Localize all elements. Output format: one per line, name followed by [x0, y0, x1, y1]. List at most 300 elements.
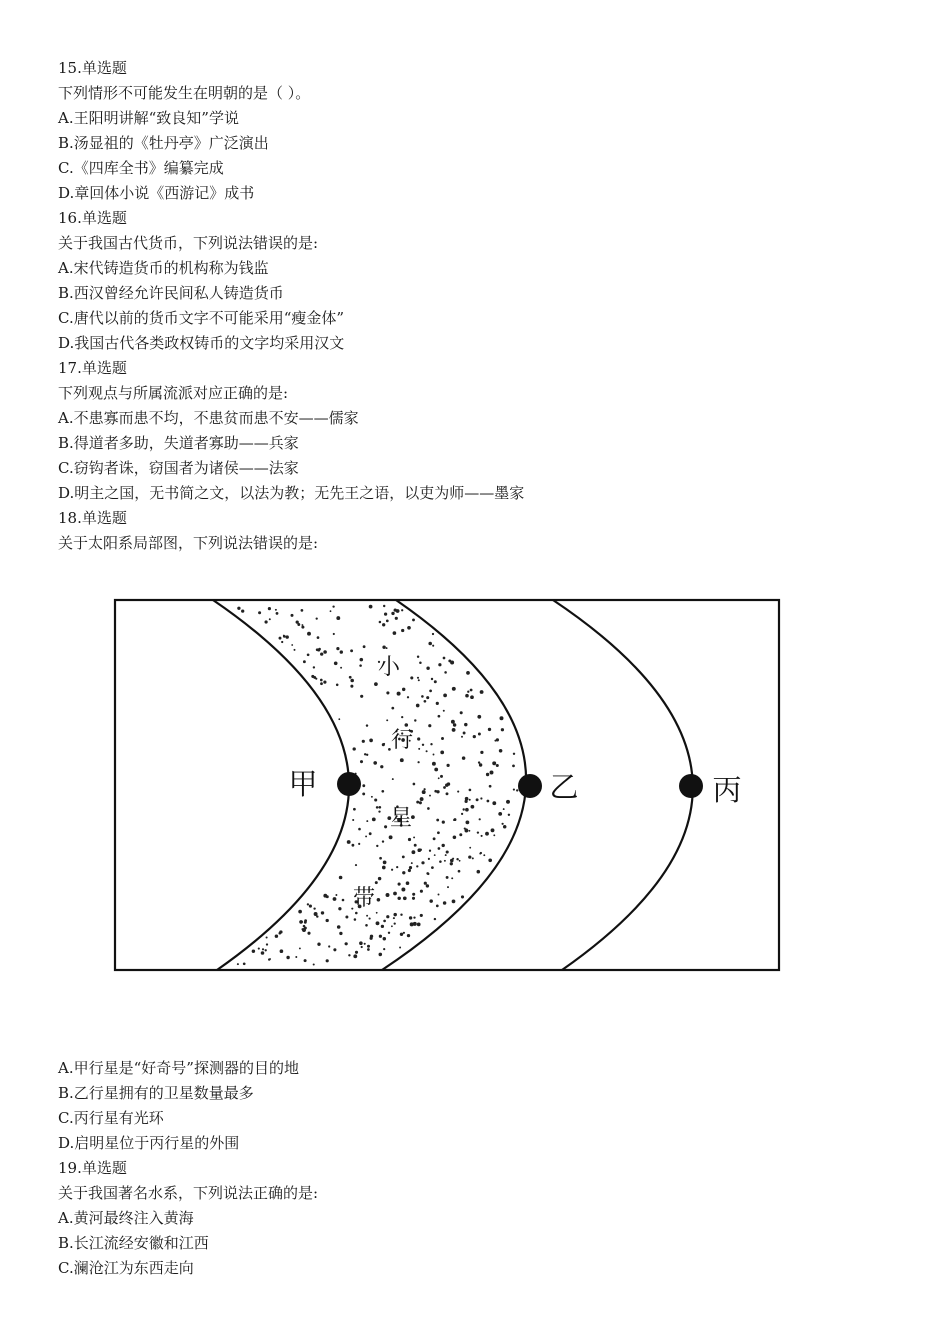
asteroid-dot — [386, 719, 388, 721]
asteroid-dot — [466, 821, 470, 825]
asteroid-dot — [400, 933, 403, 936]
belt-char-3: 星 — [389, 806, 413, 831]
asteroid-dot — [503, 808, 505, 810]
asteroid-dot — [450, 862, 453, 865]
label-yi: 乙 — [549, 770, 579, 804]
asteroid-dot — [279, 637, 282, 640]
asteroid-dot — [426, 872, 429, 875]
asteroid-dot — [365, 835, 367, 837]
asteroid-dot — [459, 860, 461, 862]
asteroid-dot — [461, 736, 463, 738]
asteroid-dot — [316, 617, 318, 619]
asteroid-dot — [478, 733, 481, 736]
asteroid-dot — [332, 605, 334, 607]
asteroid-dot — [424, 882, 427, 885]
asteroid-dot — [461, 813, 463, 815]
belt-char-4: 带 — [352, 886, 376, 911]
asteroid-dot — [472, 857, 474, 859]
asteroid-dot — [408, 869, 411, 872]
asteroid-dot — [386, 620, 389, 623]
asteroid-dot — [339, 932, 342, 935]
asteroid-dot — [377, 898, 381, 902]
asteroid-dot — [386, 647, 388, 649]
asteroid-dot — [446, 876, 449, 879]
asteroid-dot — [506, 800, 510, 804]
asteroid-dot — [391, 925, 393, 927]
asteroid-dot — [342, 899, 345, 902]
asteroid-dot — [407, 626, 411, 630]
option-b: B.西汉曾经允许民间私人铸造货币 — [58, 284, 284, 302]
asteroid-dot — [362, 740, 365, 743]
asteroid-dot — [413, 836, 415, 838]
asteroid-dot — [291, 614, 294, 617]
asteroid-dot — [413, 916, 415, 918]
asteroid-dot — [386, 915, 389, 918]
asteroid-dot — [427, 697, 430, 700]
asteroid-dot — [438, 894, 440, 896]
asteroid-dot — [479, 818, 481, 820]
asteroid-dot — [401, 629, 404, 632]
asteroid-dot — [317, 943, 320, 946]
asteroid-dot — [438, 715, 441, 718]
asteroid-dot — [434, 854, 436, 856]
asteroid-dot — [364, 943, 366, 945]
asteroid-dot — [465, 694, 469, 698]
asteroid-dot — [422, 790, 426, 794]
asteroid-dot — [358, 843, 360, 845]
asteroid-dot — [463, 808, 465, 810]
asteroid-dot — [438, 777, 440, 779]
asteroid-dot — [369, 832, 372, 835]
asteroid-dot — [412, 897, 415, 900]
asteroid-dot — [345, 942, 348, 945]
asteroid-dot — [330, 610, 332, 612]
asteroid-dot — [420, 890, 423, 893]
asteroid-dot — [252, 949, 255, 952]
asteroid-dot — [437, 831, 440, 834]
asteroid-dot — [340, 650, 343, 653]
asteroid-dot — [391, 869, 393, 871]
asteroid-dot — [370, 935, 373, 938]
asteroid-dot — [458, 870, 461, 873]
asteroid-dot — [480, 690, 484, 694]
asteroid-dot — [335, 894, 337, 896]
asteroid-dot — [307, 932, 310, 935]
question-header: 16.单选题 — [58, 209, 127, 227]
asteroid-dot — [432, 633, 434, 635]
asteroid-dot — [480, 751, 483, 754]
asteroid-dot — [421, 695, 424, 698]
asteroid-dot — [416, 865, 418, 867]
asteroid-dot — [266, 936, 268, 938]
asteroid-dot — [513, 753, 515, 755]
asteroid-dot — [355, 864, 357, 866]
asteroid-dot — [376, 845, 378, 847]
asteroid-dot — [367, 945, 370, 948]
asteroid-dot — [468, 830, 470, 832]
asteroid-dot — [443, 786, 446, 789]
asteroid-dot — [353, 808, 356, 811]
asteroid-dot — [447, 886, 449, 888]
asteroid-dot — [431, 678, 433, 680]
asteroid-dot — [354, 918, 357, 921]
asteroid-dot — [397, 897, 400, 900]
asteroid-dot — [434, 918, 436, 920]
asteroid-dot — [265, 620, 268, 623]
option-c: C.丙行星有光环 — [58, 1109, 164, 1127]
asteroid-dot — [266, 943, 268, 945]
asteroid-dot — [338, 907, 341, 910]
asteroid-dot — [477, 870, 481, 874]
asteroid-dot — [381, 925, 384, 928]
option-b: B.长江流经安徽和江西 — [58, 1234, 209, 1252]
asteroid-dot — [401, 888, 405, 892]
asteroid-dot — [446, 792, 449, 795]
asteroid-dot — [426, 884, 429, 887]
asteroid-dot — [490, 771, 494, 775]
asteroid-dot — [382, 645, 385, 648]
asteroid-dot — [453, 819, 455, 821]
asteroid-dot — [457, 791, 459, 793]
asteroid-dot — [413, 783, 416, 786]
asteroid-dot — [440, 775, 443, 778]
asteroid-dot — [313, 666, 315, 668]
asteroid-dot — [433, 754, 435, 756]
asteroid-dot — [451, 720, 455, 724]
asteroid-dot — [446, 850, 449, 853]
asteroid-dot — [336, 616, 340, 620]
asteroid-dot — [501, 823, 503, 825]
asteroid-dot — [380, 765, 383, 768]
orbit-yi — [382, 600, 526, 970]
asteroid-dot — [469, 799, 471, 801]
asteroid-dot — [409, 866, 412, 869]
asteroid-dot — [333, 633, 335, 635]
asteroid-dot — [402, 855, 405, 858]
option-c: C.唐代以前的货币文字不可能采用“瘦金体” — [58, 309, 345, 327]
asteroid-dot — [487, 800, 490, 803]
label-jia: 甲 — [288, 767, 318, 801]
asteroid-dot — [397, 692, 401, 696]
solar-system-diagram — [113, 598, 781, 974]
asteroid-dot — [383, 937, 386, 940]
asteroid-dot — [261, 951, 265, 955]
asteroid-dot — [429, 899, 432, 902]
asteroid-dot — [420, 797, 424, 801]
asteroid-dot — [376, 921, 380, 925]
asteroid-dot — [488, 858, 492, 862]
asteroid-dot — [419, 848, 422, 851]
asteroid-dot — [492, 761, 496, 765]
asteroid-dot — [304, 927, 307, 930]
question-stem: 关于我国著名水系，下列说法正确的是: — [58, 1184, 319, 1202]
asteroid-dot — [388, 932, 390, 934]
asteroid-dot — [426, 666, 429, 669]
asteroid-dot — [432, 645, 434, 647]
asteroid-dot — [419, 801, 422, 804]
asteroid-dot — [434, 790, 437, 793]
asteroid-dot — [433, 837, 436, 840]
asteroid-dot — [418, 679, 420, 681]
asteroid-dot — [445, 854, 447, 856]
asteroid-dot — [431, 866, 434, 869]
asteroid-dot — [499, 749, 503, 753]
option-d: D.我国古代各类政权铸币的文字均采用汉文 — [58, 334, 345, 352]
asteroid-dot — [294, 649, 296, 651]
asteroid-dot — [328, 945, 330, 947]
asteroid-dot — [498, 812, 502, 816]
asteroid-dot — [378, 810, 380, 812]
asteroid-dot — [466, 671, 470, 675]
asteroid-dot — [410, 676, 413, 679]
asteroid-dot — [362, 792, 365, 795]
asteroid-dot — [372, 817, 376, 821]
asteroid-dot — [350, 685, 353, 688]
asteroid-dot — [375, 881, 378, 884]
asteroid-dot — [299, 947, 301, 949]
question-stem: 关于太阳系局部图，下列说法错误的是: — [58, 534, 319, 552]
asteroid-dot — [355, 912, 358, 915]
asteroid-dot — [371, 796, 373, 798]
asteroid-dot — [338, 718, 340, 720]
asteroid-dot — [429, 850, 431, 852]
asteroid-dot — [471, 805, 475, 809]
asteroid-dot — [469, 847, 471, 849]
asteroid-dot — [501, 728, 504, 731]
asteroid-dot — [452, 728, 456, 732]
asteroid-dot — [237, 607, 240, 610]
asteroid-dot — [450, 661, 454, 665]
asteroid-dot — [436, 819, 439, 822]
label-bing: 丙 — [712, 773, 742, 807]
asteroid-dot — [428, 858, 430, 860]
asteroid-dot — [416, 704, 420, 708]
asteroid-dot — [438, 663, 441, 666]
asteroid-dot — [386, 691, 389, 694]
asteroid-dot — [402, 688, 405, 691]
asteroid-dot — [426, 750, 428, 752]
asteroid-dot — [281, 641, 283, 643]
asteroid-dot — [403, 896, 407, 900]
asteroid-dot — [304, 921, 307, 924]
asteroid-dot — [439, 860, 442, 863]
asteroid-dot — [441, 737, 444, 740]
asteroid-dot — [440, 751, 444, 755]
asteroid-dot — [442, 821, 445, 824]
asteroid-dot — [323, 894, 327, 898]
asteroid-dot — [307, 653, 310, 656]
asteroid-dot — [493, 834, 495, 836]
asteroid-dot — [237, 963, 239, 965]
asteroid-dot — [360, 760, 363, 763]
asteroid-dot — [476, 798, 479, 801]
asteroid-dot — [376, 806, 379, 809]
asteroid-dot — [414, 719, 416, 721]
asteroid-dot — [352, 844, 355, 847]
option-d: D.明主之国，无书简之文，以法为教；无先王之语，以吏为师——墨家 — [58, 484, 525, 502]
asteroid-dot — [386, 893, 390, 897]
asteroid-dot — [347, 840, 351, 844]
asteroid-dot — [317, 636, 320, 639]
asteroid-dot — [429, 795, 431, 797]
asteroid-dot — [304, 959, 307, 962]
asteroid-dot — [360, 658, 364, 662]
asteroid-dot — [444, 671, 447, 674]
asteroid-dot — [434, 680, 437, 683]
asteroid-dot — [262, 948, 264, 950]
asteroid-dot — [355, 951, 358, 954]
asteroid-dot — [470, 689, 473, 692]
asteroid-dot — [410, 922, 414, 926]
asteroid-dot — [394, 922, 396, 924]
option-c: C.澜沧江为东西走向 — [58, 1259, 194, 1277]
option-d: D.章回体小说《西游记》成书 — [58, 184, 255, 202]
asteroid-dot — [280, 949, 284, 953]
asteroid-dot — [443, 710, 445, 712]
asteroid-dot — [350, 679, 354, 683]
asteroid-dot — [268, 958, 270, 960]
asteroid-dot — [500, 716, 504, 720]
asteroid-dot — [276, 612, 279, 615]
asteroid-dot — [307, 632, 311, 636]
asteroid-dot — [396, 866, 398, 868]
asteroid-dot — [326, 919, 329, 922]
asteroid-dot — [463, 732, 466, 735]
asteroid-dot — [369, 605, 373, 609]
asteroid-dot — [464, 828, 466, 830]
planet-bing — [679, 774, 703, 798]
asteroid-dot — [412, 893, 415, 896]
question-stem: 关于我国古代货币，下列说法错误的是: — [58, 234, 319, 252]
asteroid-dot — [477, 831, 479, 833]
asteroid-dot — [419, 662, 422, 665]
asteroid-dot — [477, 715, 481, 719]
asteroid-dot — [275, 609, 277, 611]
asteroid-dot — [461, 895, 464, 898]
asteroid-dot — [336, 684, 339, 687]
question-block-top — [58, 56, 918, 556]
planet-yi — [518, 774, 542, 798]
option-c: C.窃钩者诛，窃国者为诸侯——法家 — [58, 459, 299, 477]
asteroid-dot — [480, 852, 482, 854]
asteroid-dot — [418, 748, 420, 750]
asteroid-dot — [258, 611, 261, 614]
asteroid-dot — [393, 631, 397, 635]
asteroid-dot — [275, 934, 278, 937]
option-b: B.得道者多助，失道者寡助——兵家 — [58, 434, 299, 452]
asteroid-dot — [465, 797, 469, 801]
option-b: B.乙行星拥有的卫星数量最多 — [58, 1084, 254, 1102]
asteroid-dot — [417, 761, 419, 763]
orbit-jia — [213, 600, 349, 970]
asteroid-dot — [427, 807, 430, 810]
asteroid-dot — [489, 785, 492, 788]
asteroid-dot — [464, 723, 467, 726]
asteroid-dot — [286, 635, 289, 638]
asteroid-dot — [382, 623, 385, 626]
asteroid-dot — [379, 857, 382, 860]
belt-char-1: 小 — [377, 655, 401, 680]
asteroid-dot — [391, 612, 394, 615]
asteroid-dot — [383, 861, 387, 865]
asteroid-dot — [339, 876, 343, 880]
asteroid-dot — [453, 836, 457, 840]
asteroid-dot — [423, 788, 425, 790]
belt-char-2: 行 — [390, 728, 414, 753]
asteroid-dot — [369, 739, 373, 743]
asteroid-dot — [438, 847, 441, 850]
asteroid-dot — [512, 765, 515, 768]
asteroid-dot — [402, 871, 405, 874]
asteroid-dot — [442, 844, 445, 847]
asteroid-dot — [460, 711, 463, 714]
option-b: B.汤显祖的《牡丹亭》广泛演出 — [58, 134, 269, 152]
asteroid-dot — [400, 913, 402, 915]
asteroid-dot — [376, 912, 378, 914]
asteroid-dot — [503, 825, 507, 829]
asteroid-dot — [436, 905, 439, 908]
asteroid-dot — [366, 915, 368, 917]
asteroid-dot — [406, 881, 410, 885]
asteroid-dot — [373, 761, 377, 765]
asteroid-dot — [407, 934, 410, 937]
asteroid-dot — [365, 924, 368, 927]
asteroid-dot — [313, 963, 315, 965]
asteroid-dot — [359, 941, 363, 945]
asteroid-dot — [334, 661, 338, 665]
asteroid-dot — [485, 832, 489, 836]
asteroid-dot — [470, 695, 474, 699]
asteroid-dot — [468, 855, 471, 858]
asteroid-dot — [359, 664, 362, 667]
asteroid-dot — [480, 797, 482, 799]
asteroid-dot — [349, 676, 352, 679]
asteroid-dot — [412, 618, 415, 621]
asteroid-dot — [358, 828, 361, 831]
asteroid-dot — [379, 935, 382, 938]
asteroid-dot — [465, 808, 469, 812]
asteroid-dot — [323, 681, 326, 684]
asteroid-dot — [301, 626, 304, 629]
asteroid-dot — [450, 859, 454, 863]
asteroid-dot — [422, 744, 424, 746]
option-a: A.甲行星是“好奇号”探测器的目的地 — [58, 1059, 299, 1077]
asteroid-dot — [295, 956, 297, 958]
asteroid-dot — [301, 609, 304, 612]
asteroid-dot — [241, 609, 244, 612]
question-stem: 下列情形不可能发生在明朝的是（ ）。 — [58, 84, 311, 102]
asteroid-dot — [492, 801, 496, 805]
asteroid-dot — [269, 618, 271, 620]
asteroid-dot — [389, 835, 393, 839]
asteroid-dot — [456, 858, 458, 860]
asteroid-dot — [364, 753, 366, 755]
question-header: 17.单选题 — [58, 359, 127, 377]
asteroid-dot — [395, 617, 398, 620]
asteroid-dot — [379, 621, 382, 624]
asteroid-dot — [411, 850, 415, 854]
asteroid-dot — [362, 784, 365, 787]
asteroid-dot — [333, 897, 337, 901]
asteroid-dot — [430, 743, 432, 745]
asteroid-dot — [345, 916, 348, 919]
asteroid-dot — [243, 962, 246, 965]
asteroid-dot — [491, 828, 495, 832]
option-c: C.《四库全书》编纂完成 — [58, 159, 224, 177]
asteroid-dot — [462, 756, 466, 760]
asteroid-dot — [340, 667, 342, 669]
asteroid-dot — [265, 949, 267, 951]
